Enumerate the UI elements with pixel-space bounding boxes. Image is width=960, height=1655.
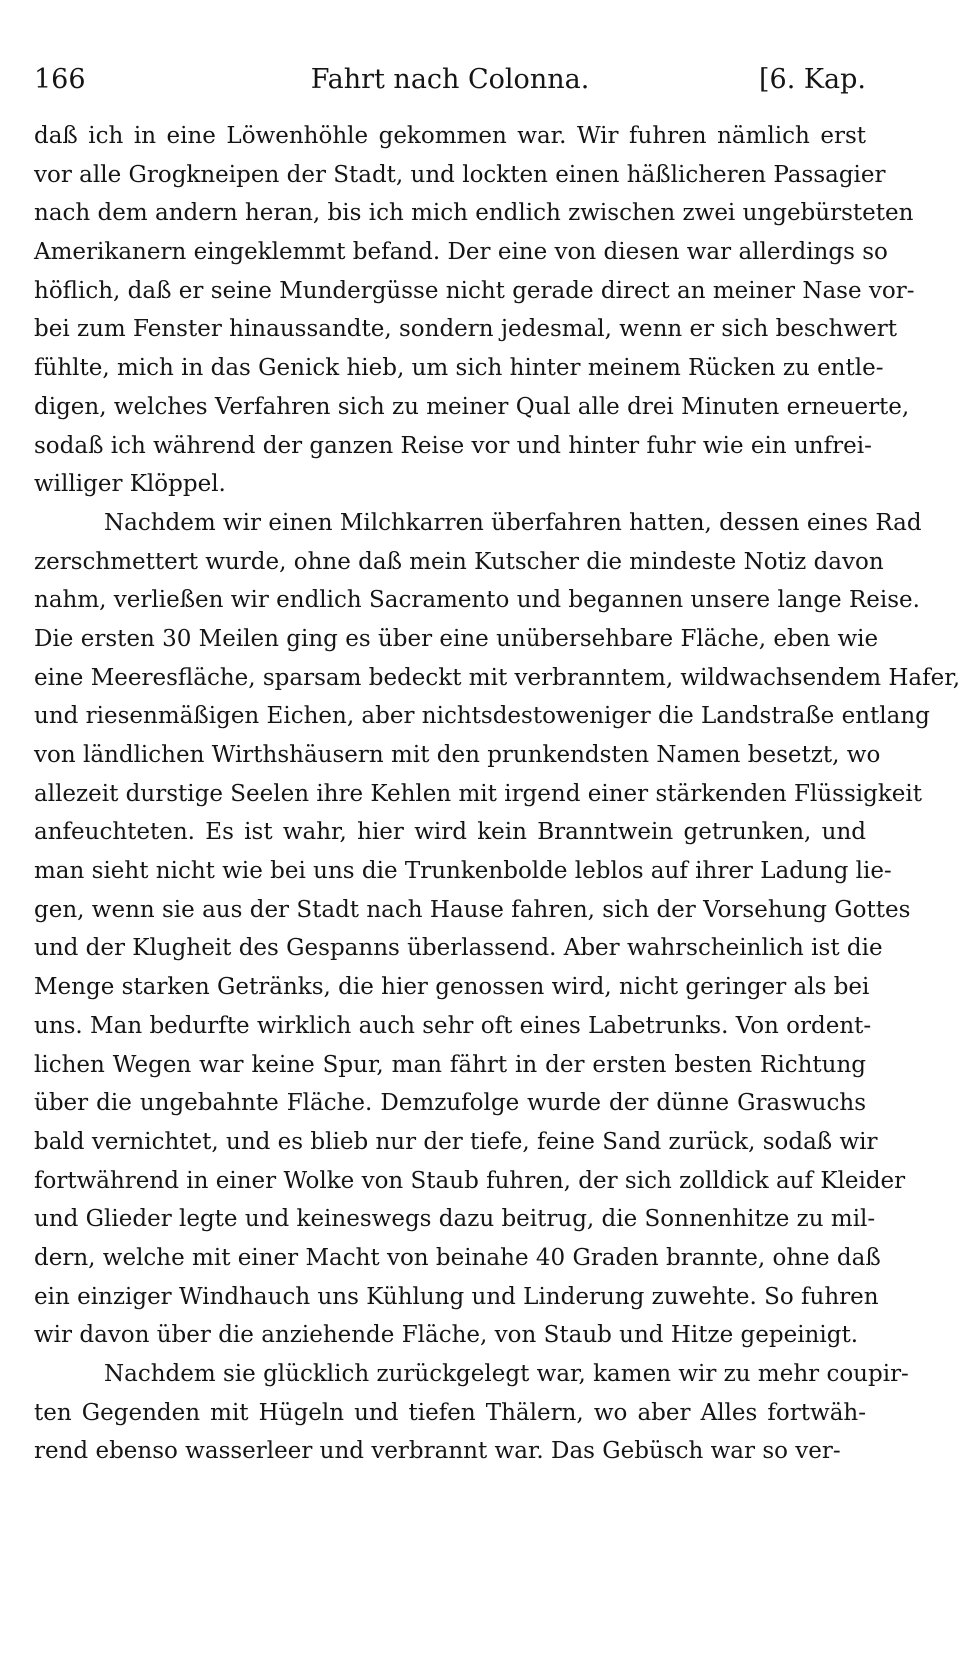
- text-line: über die ungebahnte Fläche. Demzufolge wurde der dünne Graswuchs: [34, 1090, 866, 1117]
- body-text: [34, 117, 960, 1471]
- text-line: eine Meeresfläche, sparsam bedeckt mit verbranntem, wildwachsendem Hafer,: [34, 664, 960, 691]
- text-line: Die ersten 30 Meilen ging es über eine unübersehbare Fläche, eben wie: [34, 625, 879, 652]
- text-line: Nachdem wir einen Milchkarren überfahren hatten, dessen eines Rad: [104, 509, 922, 536]
- page-number: 166: [34, 64, 86, 95]
- text-line: lichen Wegen war keine Spur, man fährt in der ersten besten Richtung: [34, 1051, 866, 1078]
- text-line: bald vernichtet, und es blieb nur der tiefe, feine Sand zurück, sodaß wir: [34, 1128, 878, 1155]
- page-header: [34, 58, 866, 102]
- text-line: rend ebenso wasserleer und verbrannt war. Das Gebüsch war so ver-: [34, 1438, 841, 1465]
- text-line: nach dem andern heran, bis ich mich endlich zwischen zwei ungebürsteten: [34, 200, 914, 227]
- text-line: nahm, verließen wir endlich Sacramento und begannen unsere lange Reise.: [34, 587, 920, 614]
- text-line: allezeit durstige Seelen ihre Kehlen mit irgend einer stärkenden Flüssigkeit: [34, 780, 922, 807]
- text-line: fortwährend in einer Wolke von Staub fuhren, der sich zolldick auf Kleider: [34, 1167, 906, 1194]
- text-line: williger Klöppel.: [34, 471, 226, 498]
- paragraph: [34, 117, 915, 504]
- text-line: ein einziger Windhauch uns Kühlung und Linderung zuwehte. So fuhren: [34, 1283, 879, 1310]
- text-line: man sieht nicht wie bei uns die Trunkenbolde leblos auf ihrer Ladung lie-: [34, 858, 892, 885]
- text-line: und Glieder legte und keineswegs dazu beitrug, die Sonnenhitze zu mil-: [34, 1206, 876, 1233]
- paragraph: [34, 1355, 909, 1471]
- text-line: zerschmettert wurde, ohne daß mein Kutscher die mindeste Notiz davon: [34, 548, 884, 575]
- text-line: bei zum Fenster hinaussandte, sondern jedesmal, wenn er sich beschwert: [34, 316, 897, 343]
- text-line: vor alle Grogkneipen der Stadt, und lockten einen häßlicheren Passagier: [34, 161, 886, 188]
- text-line: ten Gegenden mit Hügeln und tiefen Thälern, wo aber Alles fortwäh-: [34, 1399, 866, 1426]
- text-line: Nachdem sie glücklich zurückgelegt war, kamen wir zu mehr coupir-: [104, 1361, 909, 1387]
- text-line: dern, welche mit einer Macht von beinahe 40 Graden brannte, ohne daß: [34, 1244, 881, 1271]
- text-line: daß ich in eine Löwenhöhle gekommen war. Wir fuhren nämlich erst: [34, 123, 866, 149]
- text-line: sodaß ich während der ganzen Reise vor und hinter fuhr wie ein unfrei-: [34, 432, 872, 459]
- text-line: Menge starken Getränks, die hier genossen wird, nicht geringer als bei: [34, 974, 870, 1001]
- text-line: uns. Man bedurfte wirklich auch sehr oft eines Labetrunks. Von ordent-: [34, 1012, 872, 1039]
- text-line: höflich, daß er seine Mundergüsse nicht gerade direct an meiner Nase vor-: [34, 277, 915, 304]
- text-line: anfeuchteten. Es ist wahr, hier wird kein Branntwein getrunken, und: [34, 819, 866, 846]
- text-line: Amerikanern eingeklemmt befand. Der eine von diesen war allerdings so: [34, 239, 888, 266]
- text-line: gen, wenn sie aus der Stadt nach Hause fahren, sich der Vorsehung Gottes: [34, 896, 911, 923]
- text-line: von ländlichen Wirthshäusern mit den prunkendsten Namen besetzt, wo: [34, 742, 881, 768]
- text-line: fühlte, mich in das Genick hieb, um sich hinter meinem Rücken zu entle-: [34, 355, 884, 382]
- paragraph: [34, 504, 960, 1355]
- text-line: und riesenmäßigen Eichen, aber nichtsdestoweniger die Landstraße entlang: [34, 703, 930, 730]
- chapter-marker: [6. Kap.: [758, 64, 866, 95]
- text-line: wir davon über die anziehende Fläche, von Staub und Hitze gepeinigt.: [34, 1322, 859, 1349]
- text-line: digen, welches Verfahren sich zu meiner Qual alle drei Minuten erneuerte,: [34, 393, 910, 420]
- running-title: Fahrt nach Colonna.: [310, 64, 590, 95]
- text-line: und der Klugheit des Gespanns überlassend. Aber wahrscheinlich ist die: [34, 935, 883, 962]
